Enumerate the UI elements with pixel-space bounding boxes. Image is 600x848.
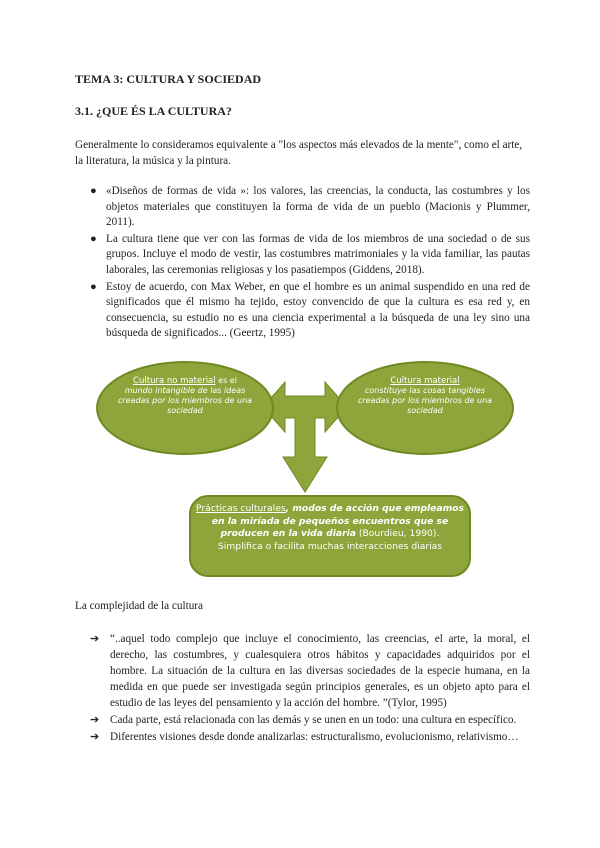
culture-diagram xyxy=(95,360,515,582)
bullet-icon: ● xyxy=(90,232,97,245)
list-item: ● «Diseños de formas de vida »: los valores, las creencias, la conducta, las costumbres y los objetos materiales que constituyen la forma de vida de un pueblo (Macionis y Plummer, 2011). xyxy=(90,185,530,229)
document-title: TEMA 3: CULTURA Y SOCIEDAD xyxy=(75,72,262,86)
arrow-icon: ➔ xyxy=(90,633,100,645)
list-item: ● La cultura tiene que ver con las formas de vida de los miembros de una sociedad o de sus grupos. Incluye el modo de vestir, las costumbres matrimoniales y la vida familiar, las pautas laborales, las ceremonias religiosas y los pasatiempos (Giddens, 2018). xyxy=(90,232,530,276)
arrow-icon: ➔ xyxy=(90,731,100,743)
list-item: ➔ Diferentes visiones desde donde analizarlas: estructuralismo, evolucionismo, relativismo… xyxy=(90,731,519,743)
definitions-list xyxy=(90,184,530,343)
material-culture-text: Cultura material constituye las cosas tangibles creadas por los miembros de una sociedad xyxy=(357,376,493,415)
bullet-icon: ● xyxy=(90,280,97,293)
complexity-list xyxy=(90,631,530,746)
list-item: ➔ “..aquel todo complejo que incluye el conocimiento, las creencias, el arte, la moral, el derecho, las costumbres, y cualesquiera otros hábitos y capacidades adquiridos por el hombre. La situación de la cultura en las diversas sociedades de la especie humana, en la medida en que puede ser investigada según principios generales, es un objeto apto para el estudio de las leyes del pensamiento y la acción del hombre. ”(Tylor, 1995) xyxy=(90,633,530,709)
t-arrow-shape xyxy=(263,382,347,492)
non-material-culture-text: Cultura no material es el mundo intangible de las ideas creadas por los miembros de una sociedad xyxy=(117,376,253,415)
complexity-heading: La complejidad de la cultura xyxy=(75,600,203,612)
list-item: ● Estoy de acuerdo, con Max Weber, en que el hombre es un animal suspendido en una red de significados que él mismo ha tejido, estoy convencido de que la cultura es esa red y, en consecuencia, su estudio no es una ciencia experimental a la búsqueda de una ley sino una búsqueda de significados... (Geertz, 1995) xyxy=(90,280,530,340)
arrow-icon: ➔ xyxy=(90,714,100,726)
intro-paragraph: Generalmente lo consideramos equivalente a "los aspectos más elevados de la mente", como el arte, la literatura, la música y la pintura. xyxy=(75,139,523,167)
bullet-icon: ● xyxy=(90,185,97,197)
section-heading: 3.1. ¿QUE ÉS LA CULTURA? xyxy=(75,104,232,118)
list-item: ➔ Cada parte, está relacionada con las demás y se unen en un todo: una cultura en específico. xyxy=(90,714,517,726)
cultural-practices-text: Prácticas culturales, modos de acción que empleamos en la miríada de pequeños encuentros que se producen en la vida diaria (Bourdieu, 1990). Simplifica o facilita muchas interacciones diarias xyxy=(196,503,464,552)
